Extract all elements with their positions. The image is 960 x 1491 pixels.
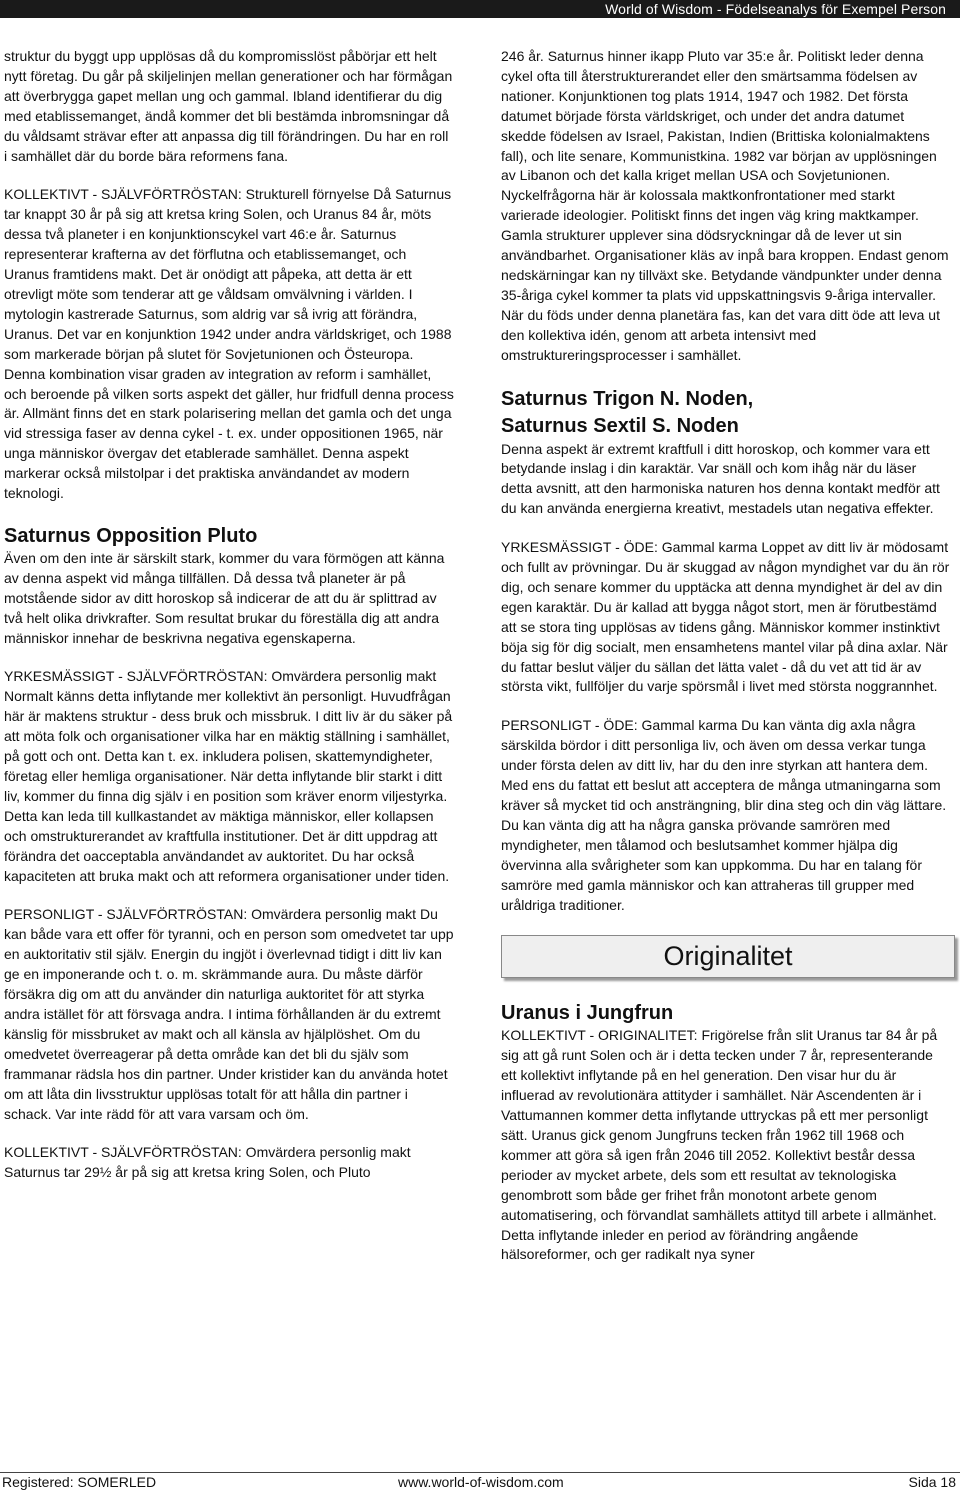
section-gap <box>501 915 951 935</box>
originalitet-title-box: Originalitet <box>501 935 955 978</box>
uranus-paragraph: KOLLEKTIVT - ORIGINALITET: Frigörelse från slit Uranus tar 84 år på sig att gå runt Solen och är i detta tecken under 7 år, representerande ett kollektivt inflytande på en hel generation. Den visar hur du är influerad av revolutionära attityder i samhället. När Ascendenten är i Vattumannen kommer detta inflytande uttryckas på ett mer personligt sätt. Uranus gick genom Jungfruns tecken från 1962 till 1968 och kommer att göra så igen från 2046 till 2052. Kollektivt består dessa perioder av mycket arbete, dels som ett resultat av teknologiska genombrott som både ger frihet från monotont arbete genom automatisering, och förvandlat samhällets attityd till arbete i allmänhet. Detta inflytande inleder en period av förändring angående hälsoreformer, och ger radikalt nya syner <box>501 1027 938 1263</box>
right-column <box>501 47 951 1265</box>
intro-paragraph: struktur du byggt upp upplösas då du kompromisslöst påbörjar ett helt nytt företag. Du går på skiljelinjen mellan generationer och har förmågan att överbrygga gapet mellan ung och gammal. Ibland identifierar du dig med etablissemanget, ändå kommer det bli bestämda inbromsningar då du våldsamt strävar efter att anpassa dig till förändringen. Du har en roll i samhället där du borde bära reformens fana. <box>4 48 453 164</box>
paragraph-gap <box>501 519 951 538</box>
yrkesmassigt-paragraph-2: YRKESMÄSSIGT - ÖDE: Gammal karma Loppet av ditt liv är mödosamt och fullt av prövningar. Du är skuggad av någon myndighet var du än rör dig, och senare kommer du upptäcka att denna myndighet är del av din egen karaktär. Du är kallad att bygga något stort, men är förutbestämd att se stora ting upplösas av tidens gång. Människor kommer instinktivt böja sig för dig socialt, men ensamhetens mantel vilar på dina axlar. När du fattar beslut väljer du sällan det lätta valet - då du vet att tid är av största vikt, fullföljer du varje spörsmål i livet med största noggrannhet. <box>501 539 950 695</box>
footer-divider <box>0 1472 960 1473</box>
paragraph-gap <box>4 166 454 185</box>
kollektivt-paragraph-2: KOLLEKTIVT - SJÄLVFÖRTRÖSTAN: Omvärdera personlig makt Saturnus tar 29½ år på sig att kretsa kring Solen, och Pluto <box>4 1144 411 1181</box>
page-header-bar <box>0 0 960 18</box>
heading-trigon-line-1: Saturnus Trigon N. Noden, <box>501 387 754 410</box>
footer-website-link[interactable]: www.world-of-wisdom.com <box>398 1474 564 1490</box>
heading-trigon-line-2: Saturnus Sextil S. Noden <box>501 414 739 437</box>
section-gap <box>501 366 951 386</box>
paragraph-gap <box>4 648 454 667</box>
section-gap <box>501 978 951 1000</box>
footer-registered: Registered: SOMERLED <box>2 1474 157 1490</box>
personligt-paragraph-2: PERSONLIGT - ÖDE: Gammal karma Du kan vänta dig axla några särskilda bördor i ditt personliga liv, och även om dessa verkar tunga under första delen av ditt liv, har du den inre styrkan att hantera dem. Med ens du fattat ett beslut att acceptera de många utmaningarna som kräver så mycket tid och ansträngning, blir dina steg och din väg lättare. Du kan vänta dig att ha några ganska prövande samrören med myndigheter, men tålamod och beslutsamhet kommer hjälpa dig övervinna alla svårigheter som kan uppkomma. Du har en talang för samröre med gamla människor och kan attraheras till grupper med uråldriga traditioner. <box>501 717 947 913</box>
opposition-paragraph: Även om den inte är särskilt stark, kommer du vara förmögen att känna av denna aspekt vid många tillfällen. Då dessa två planeter är på motstående sidor av ditt horoskop så indicerar de att du är splittrad av två helt olika drivkrafter. Som resultat brukar du föreställa dig att andra människor innehar de beskrivna negativa egenskaperna. <box>4 549 445 646</box>
footer-page-number: Sida 18 <box>908 1474 956 1490</box>
left-column <box>4 47 454 1183</box>
section-gap <box>4 504 454 523</box>
paragraph-gap <box>501 697 951 716</box>
trigon-paragraph: Denna aspekt är extremt kraftfull i ditt horoskop, och kommer vara ett betydande inslag i din karaktär. Var snäll och kom ihåg när du läser detta avsnitt, att den harmoniska naturen hos denna kontakt medför att du kan använda energierna kreativt, mestadels utan negativa effekter. <box>501 440 940 517</box>
yrkesmassigt-paragraph-1: YRKESMÄSSIGT - SJÄLVFÖRTRÖSTAN: Omvärdera personlig makt Normalt känns detta inflytande mer kollektivt än personligt. Huvudfrågan här är maktens struktur - dess bruk och missbruk. I ditt liv är du säker på att möta folk och organisationer vilka har en mäktig ställning i samhället, på gott och ont. Detta kan t. ex. inkludera polisen, skattemyndigheter, företag eller hemliga organisationer. När detta inflytande blir starkt i ditt liv, kommer du finna dig själv i en position som kräver enorm viljestyrka. Detta kan leda till kullkastandet av mäktiga människor, eller kollapsen och omstrukturerandet av kraftfulla institutioner. Det är ditt uppdrag att förändra det oacceptabla användandet av auktoritet. Du har också kapaciteten att bruka makt och att reformera organisationer under tiden. <box>4 668 453 884</box>
heading-saturnus-trigon <box>501 386 951 440</box>
continuation-paragraph: 246 år. Saturnus hinner ikapp Pluto var 35:e år. Politiskt leder denna cykel ofta till återstrukturerandet eller den smärtsamma födelsen av nationer. Konjunktionen tog plats 1914, 1947 och 1982. Det första datumet började första världskriget, och under det andra datumet skedde födelsen av Israel, Pakistan, Indien (Brittiska kolonialmaktens fall), och lite senare, Kommunistkina. 1982 var början av upplösningen av Libanon och det kalla kriget mellan USA och Sovjetunionen. Nyckelfrågorna här är kolossala maktkonfrontationer med starkt varierade ideologier. Politiskt finns det ingen väg kring maktkamper. Gamla strukturer upplever sina dödsryckningar då de lever ut sin användbarhet. Organisationer kläs av inpå bara kroppen. Endast genom nedskärningar kan ny tillväxt ske. Betydande vändpunkter under denna 35-åriga cykel kommer ta plats vid uppskattningsvis 9-åriga intervaller. När du föds under denna planetära fas, kan det vara ditt öde att leva ut den kollektiva idén, genom att arbeta intensivt med omstruktureringsprocesser i samhället. <box>501 48 949 363</box>
heading-uranus-i-jungfrun: Uranus i Jungfrun <box>501 1002 674 1025</box>
header-title: World of Wisdom - Födelseanalys för Exempel Person <box>605 1 946 17</box>
kollektivt-paragraph-1: KOLLEKTIVT - SJÄLVFÖRTRÖSTAN: Strukturell förnyelse Då Saturnus tar knappt 30 år på sig att kretsa kring Solen, och Uranus 84 år, möts dessa två planeter i en konjunktionscykel vart 46:e år. Saturnus representerar krafterna av det förflutna och etablissemanget, och Uranus framtidens makt. Det är onödigt att påpeka, att detta är ett otrevligt möte som tenderar att ge våldsam omvälvning i världen. I mytologin kastrerade Saturnus, som aldrig var så ivrig att förändra, Uranus. Det var en konjunktion 1942 under andra världskriget, och 1988 som markerade början på slutet för Sovjetunionen och Östeuropa. Denna kombination visar graden av integration av reform i samhället, och beroende på vilken sorts aspekt det gäller, hur fridfull denna process är. Allmänt finns det en stark polarisering mellan det gamla och det unga vid stressiga faser av denna cykel - t. ex. under oppositionen 1965, när unga människor övergav det etablerade samhället. Denna aspekt markerar också milstolpar i det praktiska användandet av modern teknologi. <box>4 186 454 502</box>
heading-saturnus-opposition-pluto: Saturnus Opposition Pluto <box>4 524 258 547</box>
paragraph-gap <box>4 1124 454 1143</box>
personligt-paragraph-1: PERSONLIGT - SJÄLVFÖRTRÖSTAN: Omvärdera personlig makt Du kan både vara ett offer för tyranni, och en person som omedvetet tar upp en auktoritativ stil själv. Energin du ingjöt i överlevnad tidigt i ditt liv kan ge en imponerande och t. o. m. skrämmande aura. Du måste därför försäkra dig om att du använder din naturliga auktoritet för att styrka andra istället för att försvaga andra. I intima förhållanden är du extremt känslig för missbruket av makt och all känsla av hjälplöshet. Om du omedvetet överreagerar på detta område kan det bli du själv som frammanar rädsla hos din partner. Under kristider kan du använda hotet om att låta din livsstruktur upplösas totalt för att hålla din partner i schack. Var inte rädd för att vara varsam och öm. <box>4 906 454 1122</box>
paragraph-gap <box>4 886 454 905</box>
